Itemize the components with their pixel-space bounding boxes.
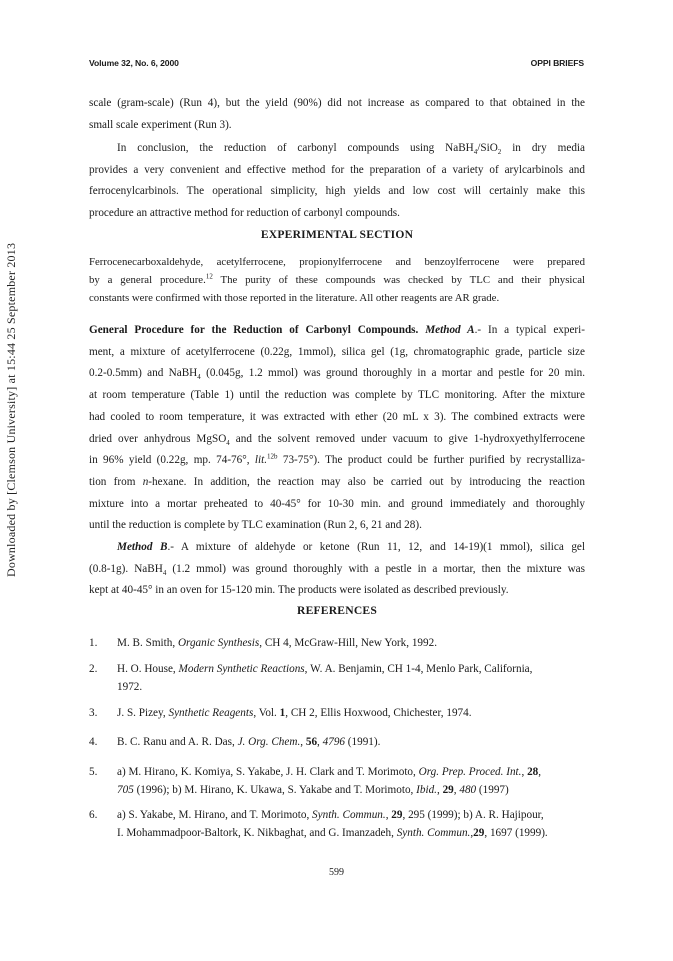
text-line: (0.8-1g). NaBH$_4$ (1.2 mmol) was ground thoroughly with a pestle in a mortar, then the mixture was xyxy=(89,562,585,577)
references-heading: REFERENCES xyxy=(297,604,377,617)
reference-number: 4. xyxy=(89,736,98,748)
experimental-heading: EXPERIMENTAL SECTION xyxy=(260,228,414,241)
reference-number: 1. xyxy=(89,637,98,649)
reference-number: 5. xyxy=(89,766,98,778)
text-line: provides a very convenient and effective method for the preparation of a variety of arylcarbinols and xyxy=(89,163,585,176)
procedure-heading: General Procedure for the Reduction of Carbonyl Compounds. xyxy=(89,324,419,336)
reference-text: H. O. House, Modern Synthetic Reactions, W. A. Benjamin, CH 1-4, Menlo Park, California, 1972. xyxy=(117,663,533,693)
text-line: at room temperature (Table 1) until the reduction was complete by TLC monitoring. After the mixture xyxy=(89,389,585,402)
text-line: in 96% yield (0.22g, mp. 74-76°, lit.$^{12b}$ 73-75°). The product could be further purified by recrystalliza- xyxy=(89,452,585,467)
text-line: ment, a mixture of acetylferrocene (0.22g, 1mmol), silica gel (1g, chromatographic grade, particle size xyxy=(89,345,585,358)
reference-number: 3. xyxy=(89,707,98,719)
text-line: scale (gram-scale) (Run 4), but the yield (90%) did not increase as compared to that obtained in the xyxy=(89,97,585,109)
reference-number: 6. xyxy=(89,809,98,821)
text-line: General Procedure for the Reduction of Carbonyl Compounds. Method A.- In a typical experi- xyxy=(89,324,585,336)
text-line: had cooled to room temperature, it was extracted with ether (20 mL x 3). The combined extracts were xyxy=(89,410,585,423)
reference-text: a) S. Yakabe, M. Hirano, and T. Morimoto, Synth. Commun., 29, 295 (1999); b) A. R. Hajipour, I. Mohammadpoor-Baltork, K. Nikbaghat, and G. Imanzadeh, Synth. Commun.,29, 1697 (1999). xyxy=(117,809,548,839)
method-b-label: Method B xyxy=(117,541,168,553)
text-line: ferrocenylcarbinols. The operational simplicity, high yields and low cost will certainly make this xyxy=(89,185,585,198)
text-line: by a general procedure.$^{12}$ The purity of these compounds was checked by TLC and their physical xyxy=(89,272,585,286)
running-header xyxy=(89,58,584,72)
text-line: tion from n-hexane. In addition, the reaction may also be carried out by introducing the reaction xyxy=(89,475,585,488)
text-line: Ferrocenecarboxaldehyde, acetylferrocene, propionylferrocene and benzoylferrocene were prepared xyxy=(89,256,585,268)
text-line: dried over anhydrous MgSO$_4$ and the solvent removed under vacuum to give 1-hydroxyethylferrocene xyxy=(89,432,585,447)
page-number: 599 xyxy=(329,867,344,878)
text-line: procedure an attractive method for reduction of carbonyl compounds. xyxy=(89,207,400,220)
reference-text: B. C. Ranu and A. R. Das, J. Org. Chem., 56, 4796 (1991). xyxy=(117,736,381,748)
volume-info: Volume 32, No. 6, 2000 xyxy=(89,58,179,68)
reference-text: J. S. Pizey, Synthetic Reagents, Vol. 1, CH 2, Ellis Hoxwood, Chichester, 1974. xyxy=(117,707,472,719)
method-a-label: Method A xyxy=(425,324,475,336)
experimental-paragraph xyxy=(89,253,585,307)
text-line: Method B.- A mixture of aldehyde or ketone (Run 11, 12, and 14-19)(1 mmol), silica gel xyxy=(117,541,585,553)
text-line: small scale experiment (Run 3). xyxy=(89,118,232,131)
journal-section: OPPI BRIEFS xyxy=(530,58,584,68)
general-procedure-paragraph xyxy=(89,320,585,537)
text-line: In conclusion, the reduction of carbonyl compounds using NaBH$_4$/SiO$_2$ in dry media xyxy=(117,142,585,157)
download-watermark: Downloaded by [Clemson University] at 15:44 25 September 2013 xyxy=(4,242,18,578)
reference-number: 2. xyxy=(89,663,98,675)
conclusion-paragraph xyxy=(89,138,585,225)
text-line: mixture into a mortar preheated to 40-45° for 10-30 min. and ground immediately and thoroughly xyxy=(89,497,585,510)
intro-paragraph xyxy=(89,93,585,136)
method-b-paragraph xyxy=(89,537,585,602)
text-line: constants were confirmed with those reported in the literature. All other reagents are AR grade. xyxy=(89,292,500,304)
reference-text: M. B. Smith, Organic Synthesis, CH 4, McGraw-Hill, New York, 1992. xyxy=(117,637,437,649)
reference-text: a) M. Hirano, K. Komiya, S. Yakabe, J. H. Clark and T. Morimoto, Org. Prep. Proced. Int., 28, 705 (1996); b) M. Hirano, K. Ukawa, S. Yakabe and T. Morimoto, Ibid., 29, 480 (1997) xyxy=(117,766,542,796)
text-line: until the reduction is complete by TLC examination (Run 2, 6, 21 and 28). xyxy=(89,519,422,532)
text-line: kept at 40-45° in an oven for 15-120 min. The products were isolated as described previously. xyxy=(89,584,509,597)
text-line: 0.2-0.5mm) and NaBH$_4$ (0.045g, 1.2 mmol) was ground thoroughly in a mortar and pestle for 20 min. xyxy=(89,367,585,382)
